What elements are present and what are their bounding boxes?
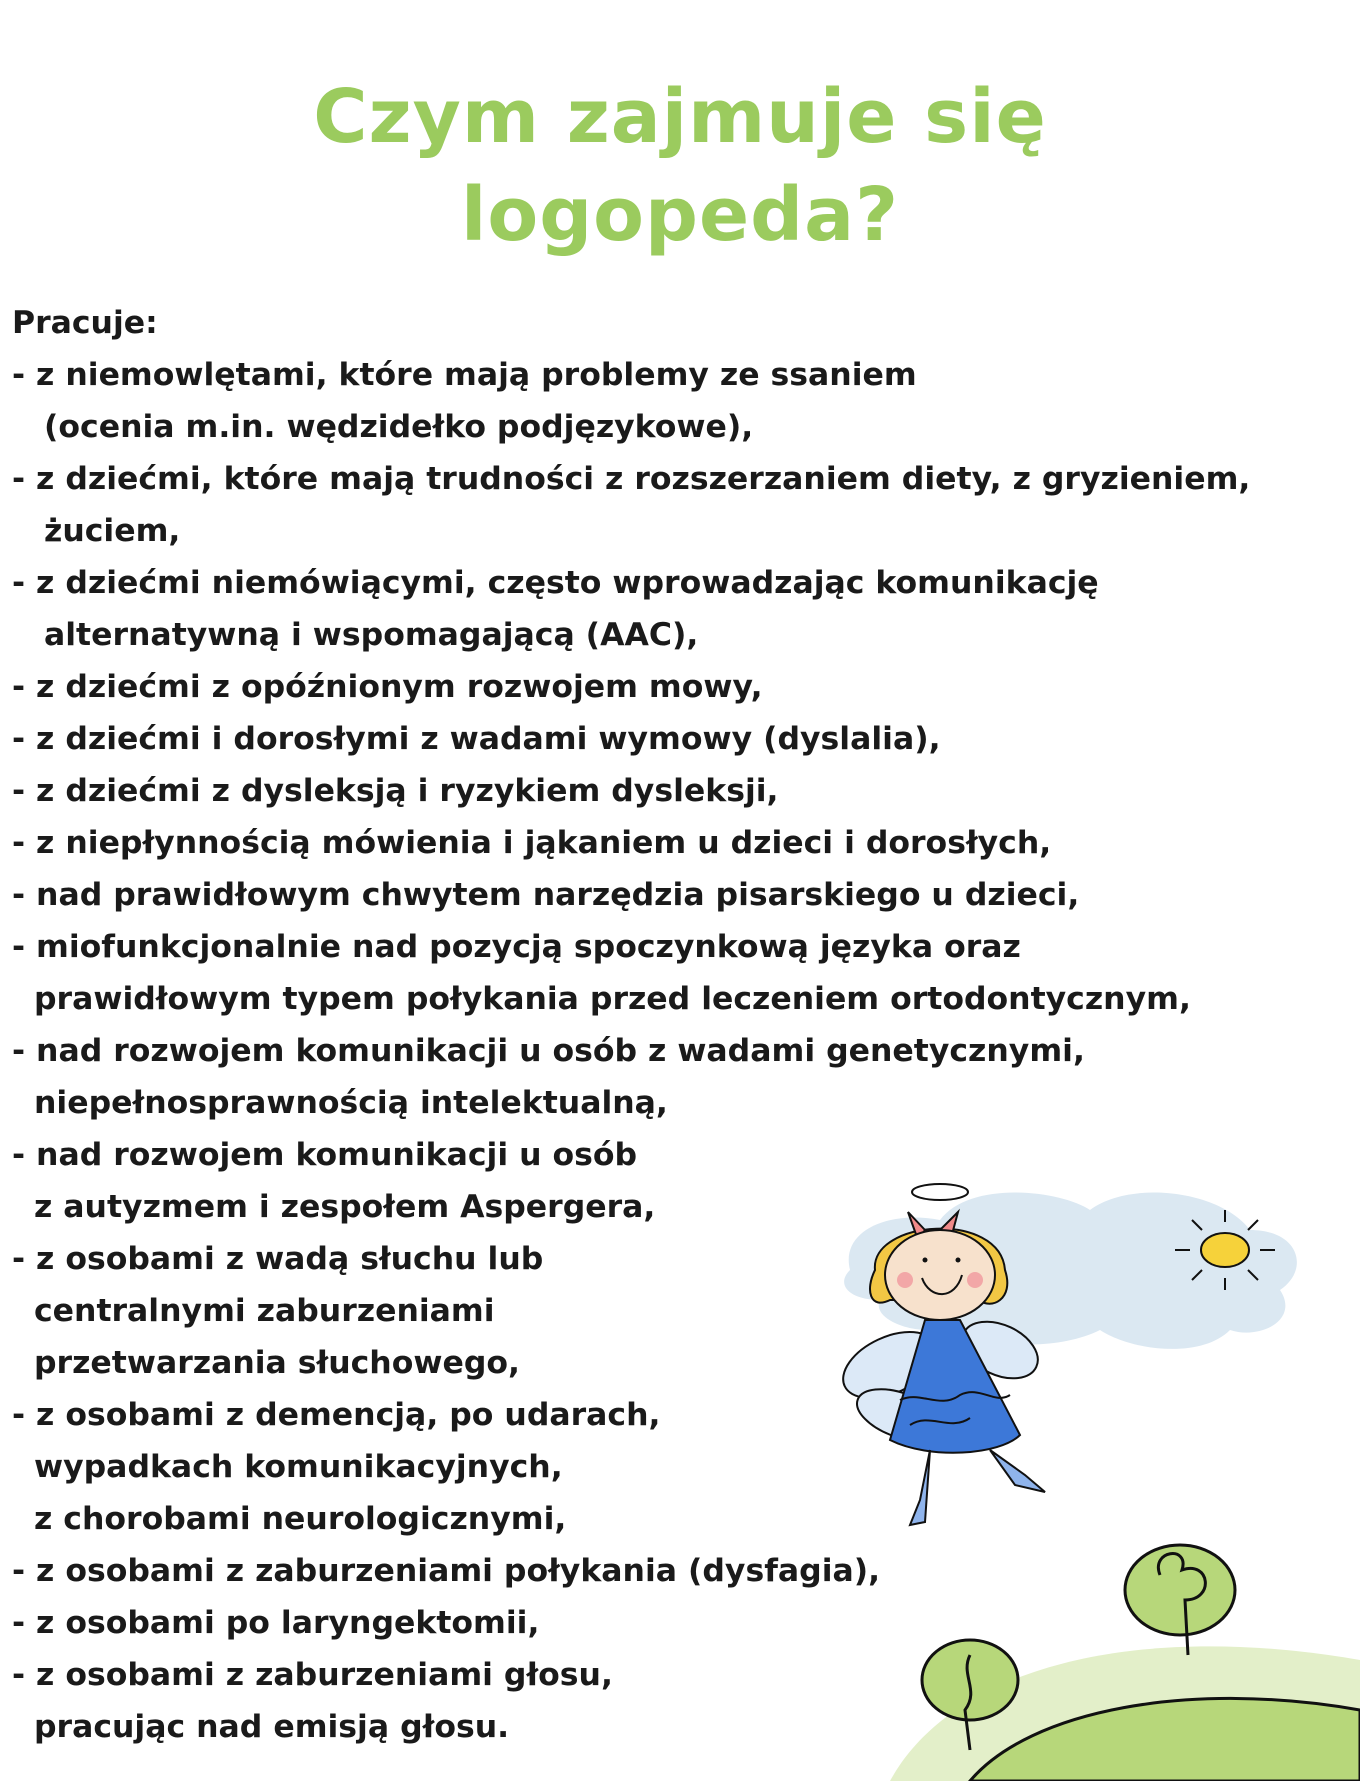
list-line: niepełnosprawnością intelektualną, [34,1085,668,1121]
list-line: (ocenia m.in. wędzidełko podjęzykowe), [44,409,754,445]
list-line: - z dziećmi z dysleksją i ryzykiem dysleksji, [12,773,779,809]
list-line: z autyzmem i zespołem Aspergera, [34,1189,656,1225]
list-line: - z dziećmi niemówiącymi, często wprowadzając komunikację [12,565,1099,601]
tree-right-icon [1125,1545,1235,1655]
title-line-1: Czym zajmuje się [313,74,1047,160]
list-line: - nad rozwojem komunikacji u osób [12,1137,638,1173]
list-line: - z niepłynnością mówienia i jąkaniem u dzieci i dorosłych, [12,825,1052,861]
list-line: z chorobami neurologicznymi, [34,1501,567,1537]
list-line: - z osobami z zaburzeniami połykania (dysfagia), [12,1553,881,1589]
list-line: - z osobami po laryngektomii, [12,1605,540,1641]
title-line-2: logopeda? [460,172,899,258]
list-line: przetwarzania słuchowego, [34,1345,520,1381]
list-line: żuciem, [44,513,181,549]
list-line: alternatywną i wspomagającą (AAC), [44,617,699,653]
page-title [0,68,1360,264]
list-line: - z dziećmi z opóźnionym rozwojem mowy, [12,669,763,705]
fairy-illustration [830,1150,1360,1781]
list-line: wypadkach komunikacyjnych, [34,1449,563,1485]
list-line: - z osobami z wadą słuchu lub [12,1241,544,1277]
list-line: pracując nad emisją głosu. [34,1709,510,1745]
intro-label: Pracuje: [12,305,158,341]
list-line: - z osobami z demencją, po udarach, [12,1397,661,1433]
list-line: centralnymi zaburzeniami [34,1293,495,1329]
list-line: - z dziećmi, które mają trudności z rozszerzaniem diety, z gryzieniem, [12,461,1251,497]
list-line: - z niemowlętami, które mają problemy ze ssaniem [12,357,917,393]
list-line: - nad prawidłowym chwytem narzędzia pisarskiego u dzieci, [12,877,1080,913]
list-line: - miofunkcjonalnie nad pozycją spoczynkową języka oraz [12,929,1021,965]
list-line: - z osobami z zaburzeniami głosu, [12,1657,613,1693]
list-line: - nad rozwojem komunikacji u osób z wadami genetycznymi, [12,1033,1085,1069]
list-line: prawidłowym typem połykania przed leczeniem ortodontycznym, [34,981,1191,1017]
list-line: - z dziećmi i dorosłymi z wadami wymowy (dyslalia), [12,721,941,757]
